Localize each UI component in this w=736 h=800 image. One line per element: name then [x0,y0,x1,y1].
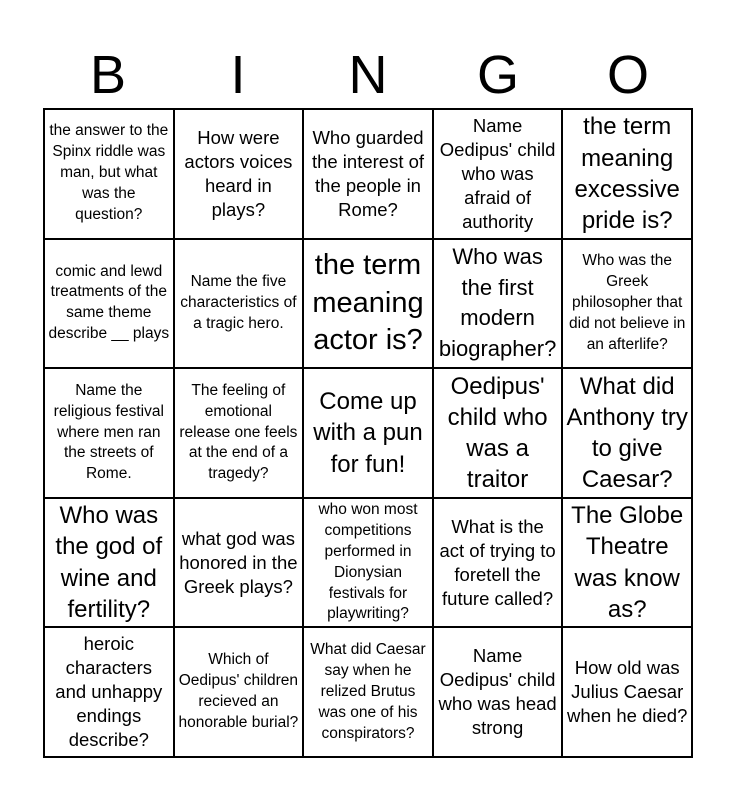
bingo-header [43,42,693,108]
bingo-cell: How old was Julius Caesar when he died? [563,628,693,758]
bingo-cell: What did Caesar say when he relized Brutus was one of his conspirators? [304,628,434,758]
bingo-cell: the term meaning actor is? [304,240,434,370]
header-letter-i: I [230,45,246,105]
bingo-cell: the answer to the Spinx riddle was man, but what was the question? [45,110,175,240]
bingo-board [43,108,693,758]
bingo-cell: heroic characters and unhappy endings describe? [45,628,175,758]
bingo-cell: Name Oedipus' child who was head strong [434,628,564,758]
bingo-cell: who won most competitions performed in Dionysian festivals for playwriting? [304,499,434,629]
bingo-cell: Name the five characteristics of a tragic hero. [175,240,305,370]
bingo-cell: Who guarded the interest of the people in Rome? [304,110,434,240]
bingo-cell: the term meaning excessive pride is? [563,110,693,240]
bingo-cell: what god was honored in the Greek plays? [175,499,305,629]
bingo-cell: comic and lewd treatments of the same theme describe __ plays [45,240,175,370]
bingo-cell: Name the religious festival where men ran the streets of Rome. [45,369,175,499]
header-letter-b: B [89,45,127,105]
bingo-cell: Who was the first modern biographer? [434,240,564,370]
bingo-cell: What is the act of trying to foretell the future called? [434,499,564,629]
bingo-cell: Who was the god of wine and fertility? [45,499,175,629]
bingo-cell: Which of Oedipus' children recieved an honorable burial? [175,628,305,758]
bingo-cell: Name Oedipus' child who was afraid of authority [434,110,564,240]
header-letter-g: G [476,45,519,105]
bingo-cell: Oedipus' child who was a traitor [434,369,564,499]
bingo-cell: The feeling of emotional release one feels at the end of a tragedy? [175,369,305,499]
bingo-cell: How were actors voices heard in plays? [175,110,305,240]
header-letter-o: O [606,45,649,105]
bingo-cell: Come up with a pun for fun! [304,369,434,499]
bingo-cell: Who was the Greek philosopher that did not believe in an afterlife? [563,240,693,370]
bingo-cell: What did Anthony try to give Caesar? [563,369,693,499]
header-letter-n: N [348,45,388,105]
bingo-cell: The Globe Theatre was know as? [563,499,693,629]
